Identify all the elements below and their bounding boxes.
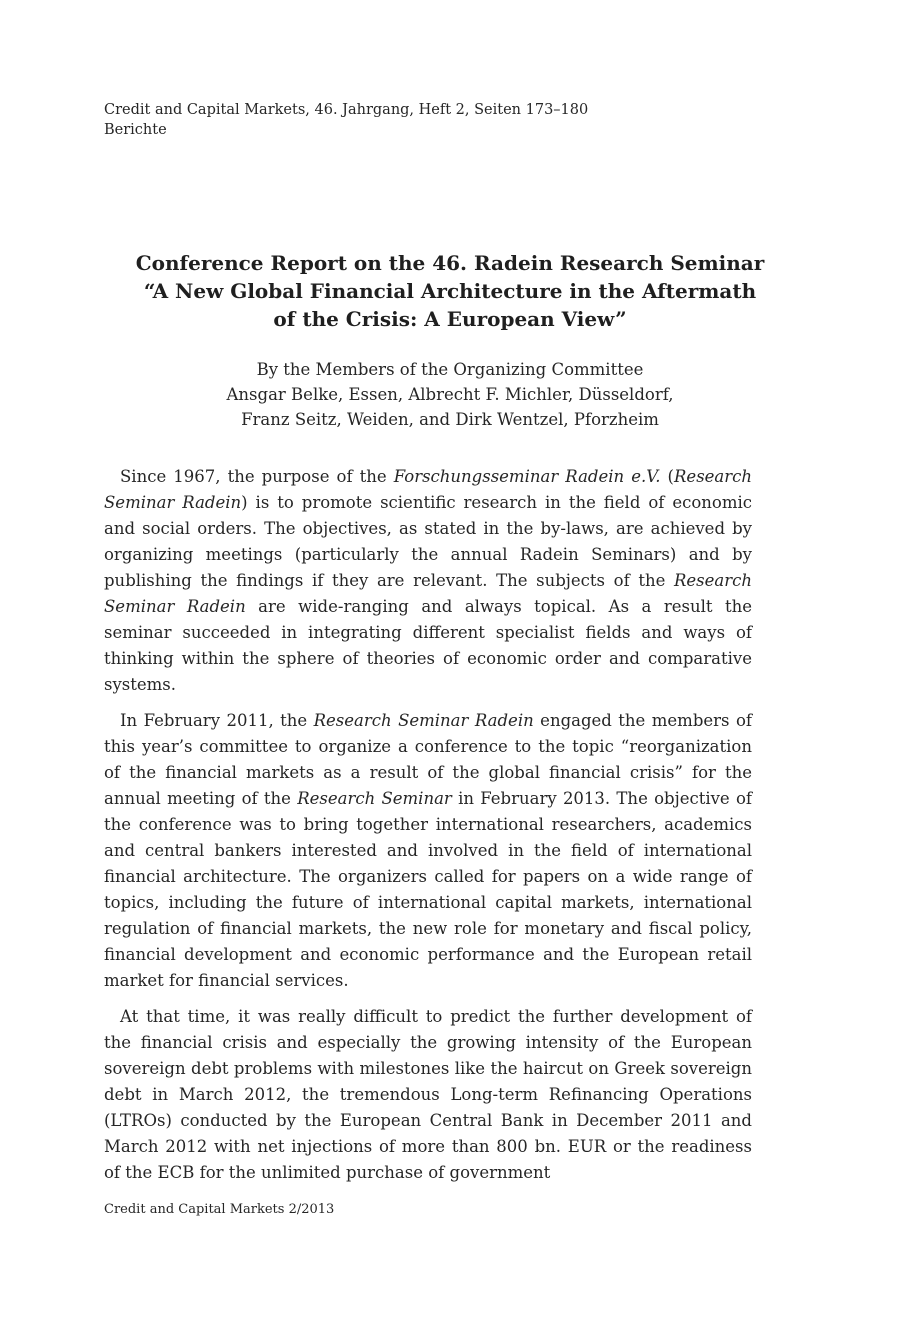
- article-title: [80, 249, 820, 333]
- paragraph-2: In February 2011, the Research Seminar Radein engaged the members of this year’s committee to organize a conference to the topic “reorganization of the financial markets as a result of the global financial crisis” for the annual meeting of the Research Seminar in February 2013. The objective of the conference was to bring together international researchers, academics and central bankers interested and involved in the field of international financial architecture. The organizers called for papers on a wide range of topics, including the future of international capital markets, international regulation of financial markets, the new role for monetary and fiscal policy, financial development and economic performance and the European retail market for financial services.: [104, 711, 752, 990]
- italic-term: Forschungsseminar Radein e.V.: [393, 467, 661, 486]
- paragraph-1: Since 1967, the purpose of the Forschungsseminar Radein e.V. (Research Seminar Radein) is to promote scientific research in the field of economic and social orders. The objectives, as stated in the by-laws, are achieved by organizing meetings (particularly the annual Radein Seminars) and by publishing the findings if they are relevant. The subjects of the Research Seminar Radein are wide-ranging and always topical. As a result the seminar succeeded in integrating different specialist fields and ways of thinking within the sphere of theories of economic order and comparative systems.: [104, 467, 753, 694]
- title-line: Conference Report on the 46. Radein Research Seminar: [135, 251, 765, 275]
- article-body: [104, 464, 752, 1196]
- running-header: [104, 100, 588, 140]
- italic-term: Research Seminar Radein: [104, 467, 753, 512]
- italic-term: Research Seminar Radein: [104, 571, 752, 616]
- byline: By the Members of the Organizing Committee: [256, 360, 644, 379]
- title-line: of the Crisis: A European View”: [273, 307, 627, 331]
- paragraph-3: At that time, it was really difficult to predict the further development of the financial crisis and especially the growing intensity of the European sovereign debt problems with milestones like the haircut on Greek sovereign debt in March 2012, the tremendous Long-term Refinancing Operations (LTROs) conducted by the European Central Bank in December 2011 and March 2012 with net injections of more than 800 bn. EUR or the readiness of the ECB for the unlimited purchase of government: [104, 1007, 752, 1182]
- title-line: “A New Global Financial Architecture in the Aftermath: [143, 279, 757, 303]
- author-block: [80, 357, 820, 432]
- journal-citation: Credit and Capital Markets, 46. Jahrgang, Heft 2, Seiten 173–180: [104, 102, 589, 118]
- author-names: Franz Seitz, Weiden, and Dirk Wentzel, Pforzheim: [241, 410, 659, 429]
- running-footer: Credit and Capital Markets 2/2013: [104, 1202, 335, 1217]
- italic-term: Research Seminar Radein: [313, 711, 534, 730]
- italic-term: Research Seminar: [297, 789, 452, 808]
- section-label: Berichte: [104, 122, 167, 138]
- author-names: Ansgar Belke, Essen, Albrecht F. Michler, Düsseldorf,: [226, 385, 674, 404]
